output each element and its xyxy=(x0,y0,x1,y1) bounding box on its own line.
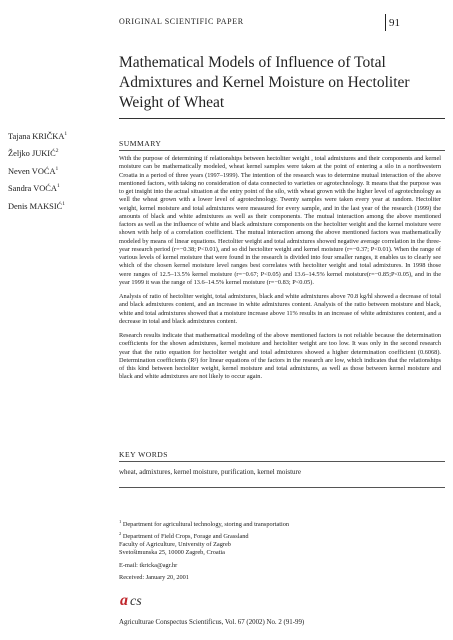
email: E-mail: tkricka@agr.hr xyxy=(119,561,178,569)
page-number: 91 xyxy=(389,17,400,29)
summary-divider xyxy=(119,150,445,151)
summary-paragraph: With the purpose of determining if relationships between hectoliter weight , total admixtures and their components and kernel moisture can be mathematically modeled, wheat kernel samples were taken at the point of entering a silo in a northwestern Croatia in a period of three years (1997–1999). The intention of the research was to determine mutual interaction of the above mentioned factors, with taking no consideration of data connected to varieties or agrotechnology. It means that the purpose was to get insight into the actual situation at the entry point of the silo, with wheat grown with the higher level of agrotechnology as well the wheat grown with a lower level of agrotechnology. Twenty samples were taken every year at random. Hectoliter weight, kernel moisture and total admixtures were measured for every sample, and in the last year of the research (1999) the amounts of black and white admixtures as well as their components. The mutual interaction among the above mentioned factors as well as the influence of white and black admixture components on the hectoliter weight and the kernel moisture were shown with help of a correlation coefficient. The mutual interaction among the above mentioned factors was mathematically modeled by means of linear equations. Hectoliter weight and total admixtures showed negative average correlation in the three-year research period (r=−0.38; P<0.01), and so did hectoliter weight and kernel moisture (r=−0.37; P<0.01). When the range of various levels of kernel moisture that were found in the research is divided into four smaller ranges, it enables us to clearly see which of the chosen kernel moisture level ranges best correlates with hectoliter weight and total admixtures. In 1998 those were ranges of 12.5–13.5% kernel moisture (r=−0.67; P<0.05) and 13.6–14.5% kernel moisture(r=−0.85;P<0.05), and in the year 1999 it was the range of 13.6–14.5% kernel moisture (r=−0.83; P<0.05). xyxy=(119,155,441,286)
logo-letters-cs: cs xyxy=(130,594,142,608)
author: Tajana KRIČKA$^1$ xyxy=(8,131,68,141)
address: Svetošimunska 25, 10000 Zagreb, Croatia xyxy=(119,549,225,557)
author: Sandra VOĆA$^1$ xyxy=(8,183,60,193)
affiliation-1: $^1$ Department for agricultural technology, storing and transportation xyxy=(119,519,290,529)
author: Denis MAKSIĆ$^1$ xyxy=(8,200,65,211)
summary-paragraph: Research results indicate that mathematical modeling of the above mentioned factors is not reliable because the determination coefficients for the shown admixtures, kernel moisture and hectoliter weight are too low. It was only in the second research year that the ratio equation for hectoliter weight and total admixtures showed a higher determination coefficient (0.6068). Determination coefficients (R²) for linear equations of the factors in the research are low, which indicates that the relationships of this kind between hectoliter weight, kernel moisture and total admixtures, as well as those between kernel moisture and black and white admixtures are not likely to occur again. xyxy=(119,332,441,381)
logo-letter-a: a xyxy=(120,592,128,608)
footnotes xyxy=(119,518,439,583)
keywords-bottom-divider xyxy=(119,487,445,488)
header-divider xyxy=(385,14,386,31)
acs-journal-logo-icon xyxy=(119,590,155,608)
keywords-heading: KEY WORDS xyxy=(119,450,169,459)
summary-paragraph: Analysis of ratio of hectoliter weight, total admixtures, black and white admixtures above 70.8 kg/hl showed a decrease of total and black admixtures content, and an increase in white admixtures content. Analysis of the ratio between moisture and black, white and total admixtures showed that a moisture increase above 11% results in an increase of white admixtures content, and a decrease in total and black admixtures content. xyxy=(119,293,441,325)
author: Željko JUKIĆ$^2$ xyxy=(8,148,59,159)
summary-body xyxy=(119,155,441,388)
received-date: Received: January 20, 2001 xyxy=(119,574,189,582)
author-list xyxy=(8,127,113,214)
paper-title: Mathematical Models of Influence of Total Admixtures and Kernel Moisture on Hectoliter Weight of Wheat xyxy=(119,54,410,111)
faculty: Faculty of Agriculture, University of Zagreb xyxy=(119,541,231,548)
affiliation-2: $^2$ Department of Field Crops, Forage and Grassland xyxy=(119,530,249,540)
keywords-text: wheat, admixtures, kernel moisture, purification, kernel moisture xyxy=(119,468,301,476)
paper-type-label: ORIGINAL SCIENTIFIC PAPER xyxy=(119,17,244,26)
journal-citation: Agriculturae Conspectus Scientificus, Vol. 67 (2002) No. 2 (91-99) xyxy=(119,619,305,626)
summary-heading: SUMMARY xyxy=(119,139,162,148)
author: Neven VOĆA$^1$ xyxy=(8,165,59,176)
title-divider xyxy=(119,118,445,119)
keywords-divider xyxy=(119,461,445,462)
